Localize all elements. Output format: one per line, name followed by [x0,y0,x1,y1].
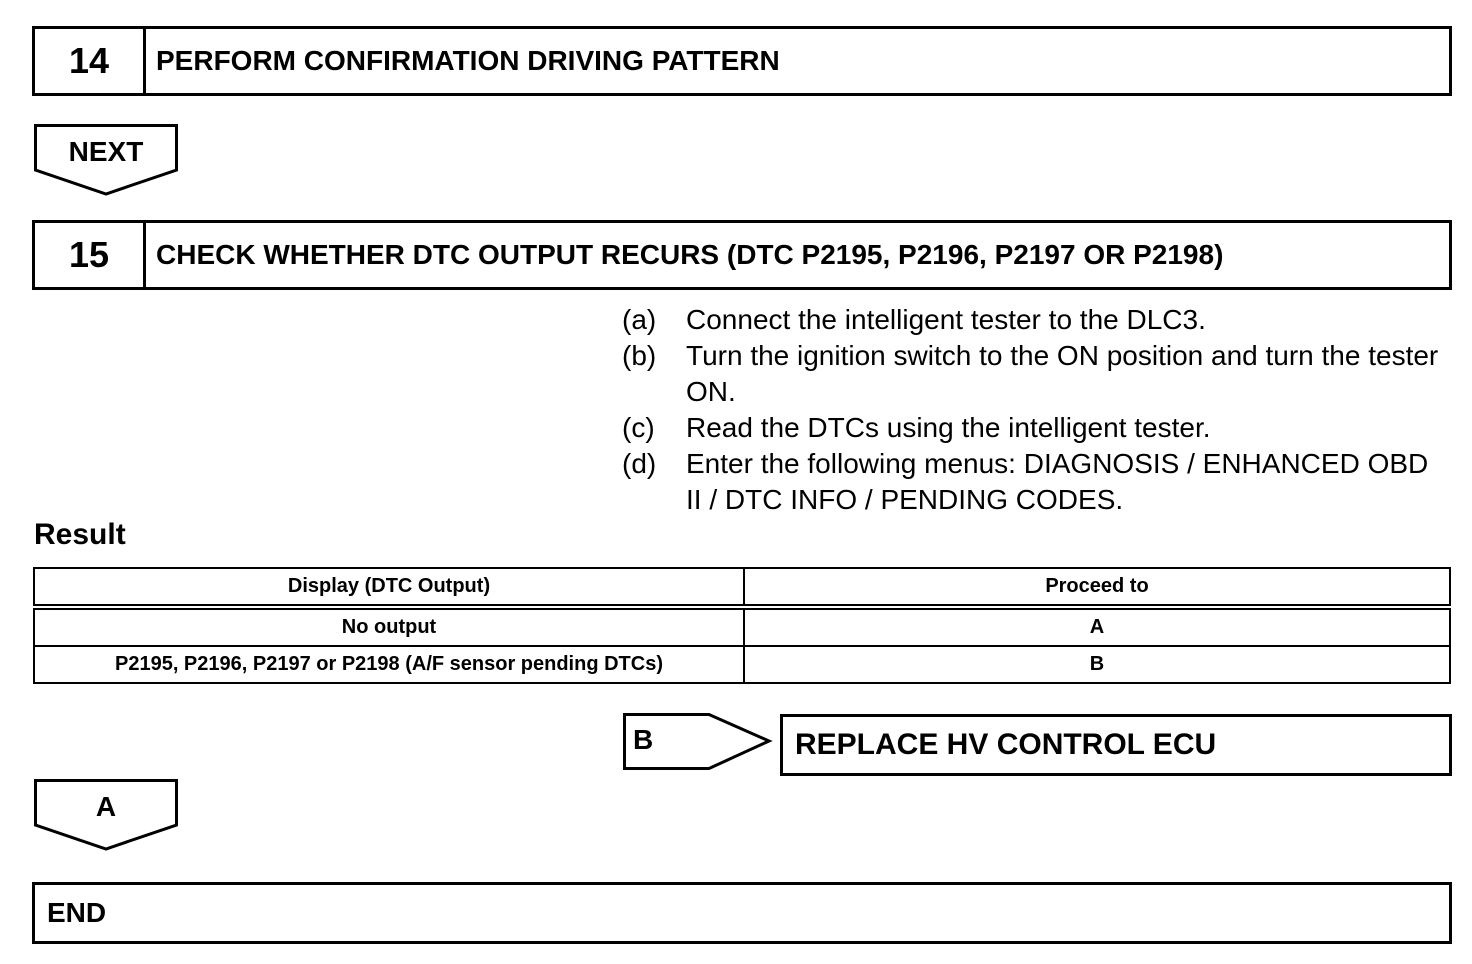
table-cell: A [744,607,1450,646]
column-header: Display (DTC Output) [34,568,744,607]
step-number: 14 [35,29,146,93]
branch-a-label: A [95,791,117,822]
column-header: Proceed to [744,568,1450,607]
instruction-text: Turn the ignition switch to the ON position and turn the tester ON. [686,340,1439,407]
table-row [34,646,1450,683]
instruction-tag: (a) [622,304,657,335]
instruction-item [622,338,1442,410]
step-14-header [32,26,1452,96]
table-cell: No output [34,607,744,646]
instruction-text: Read the DTCs using the intelligent tester. [686,412,1211,443]
end-box: END [32,882,1452,944]
instruction-item [622,410,1442,446]
branch-b-label: B [633,724,654,755]
table-cell: P2195, P2196, P2197 or P2198 (A/F sensor pending DTCs) [34,646,744,683]
step-number: 15 [35,223,146,287]
instruction-list [622,302,1442,518]
next-label: NEXT [68,136,144,167]
table-row [34,607,1450,646]
branch-b-arrow [623,713,773,771]
result-heading: Result [34,518,126,551]
step-title: CHECK WHETHER DTC OUTPUT RECURS (DTC P2195, P2196, P2197 OR P2198) [156,239,1224,270]
instruction-text: Enter the following menus: DIAGNOSIS / ENHANCED OBD II / DTC INFO / PENDING CODES. [686,448,1429,515]
instruction-tag: (c) [622,412,655,443]
instruction-item [622,302,1442,338]
replace-ecu-box: REPLACE HV CONTROL ECU [780,714,1452,776]
branch-a-arrow [34,779,178,851]
table-header-row [34,568,1450,607]
table-cell: B [744,646,1450,683]
instruction-text: Connect the intelligent tester to the DLC3. [686,304,1206,335]
instruction-item [622,446,1442,518]
step-title: PERFORM CONFIRMATION DRIVING PATTERN [156,45,780,76]
step-15-header [32,220,1452,290]
instruction-tag: (b) [622,340,657,371]
instruction-tag: (d) [622,448,657,479]
result-table [33,567,1451,684]
next-arrow [34,124,178,196]
